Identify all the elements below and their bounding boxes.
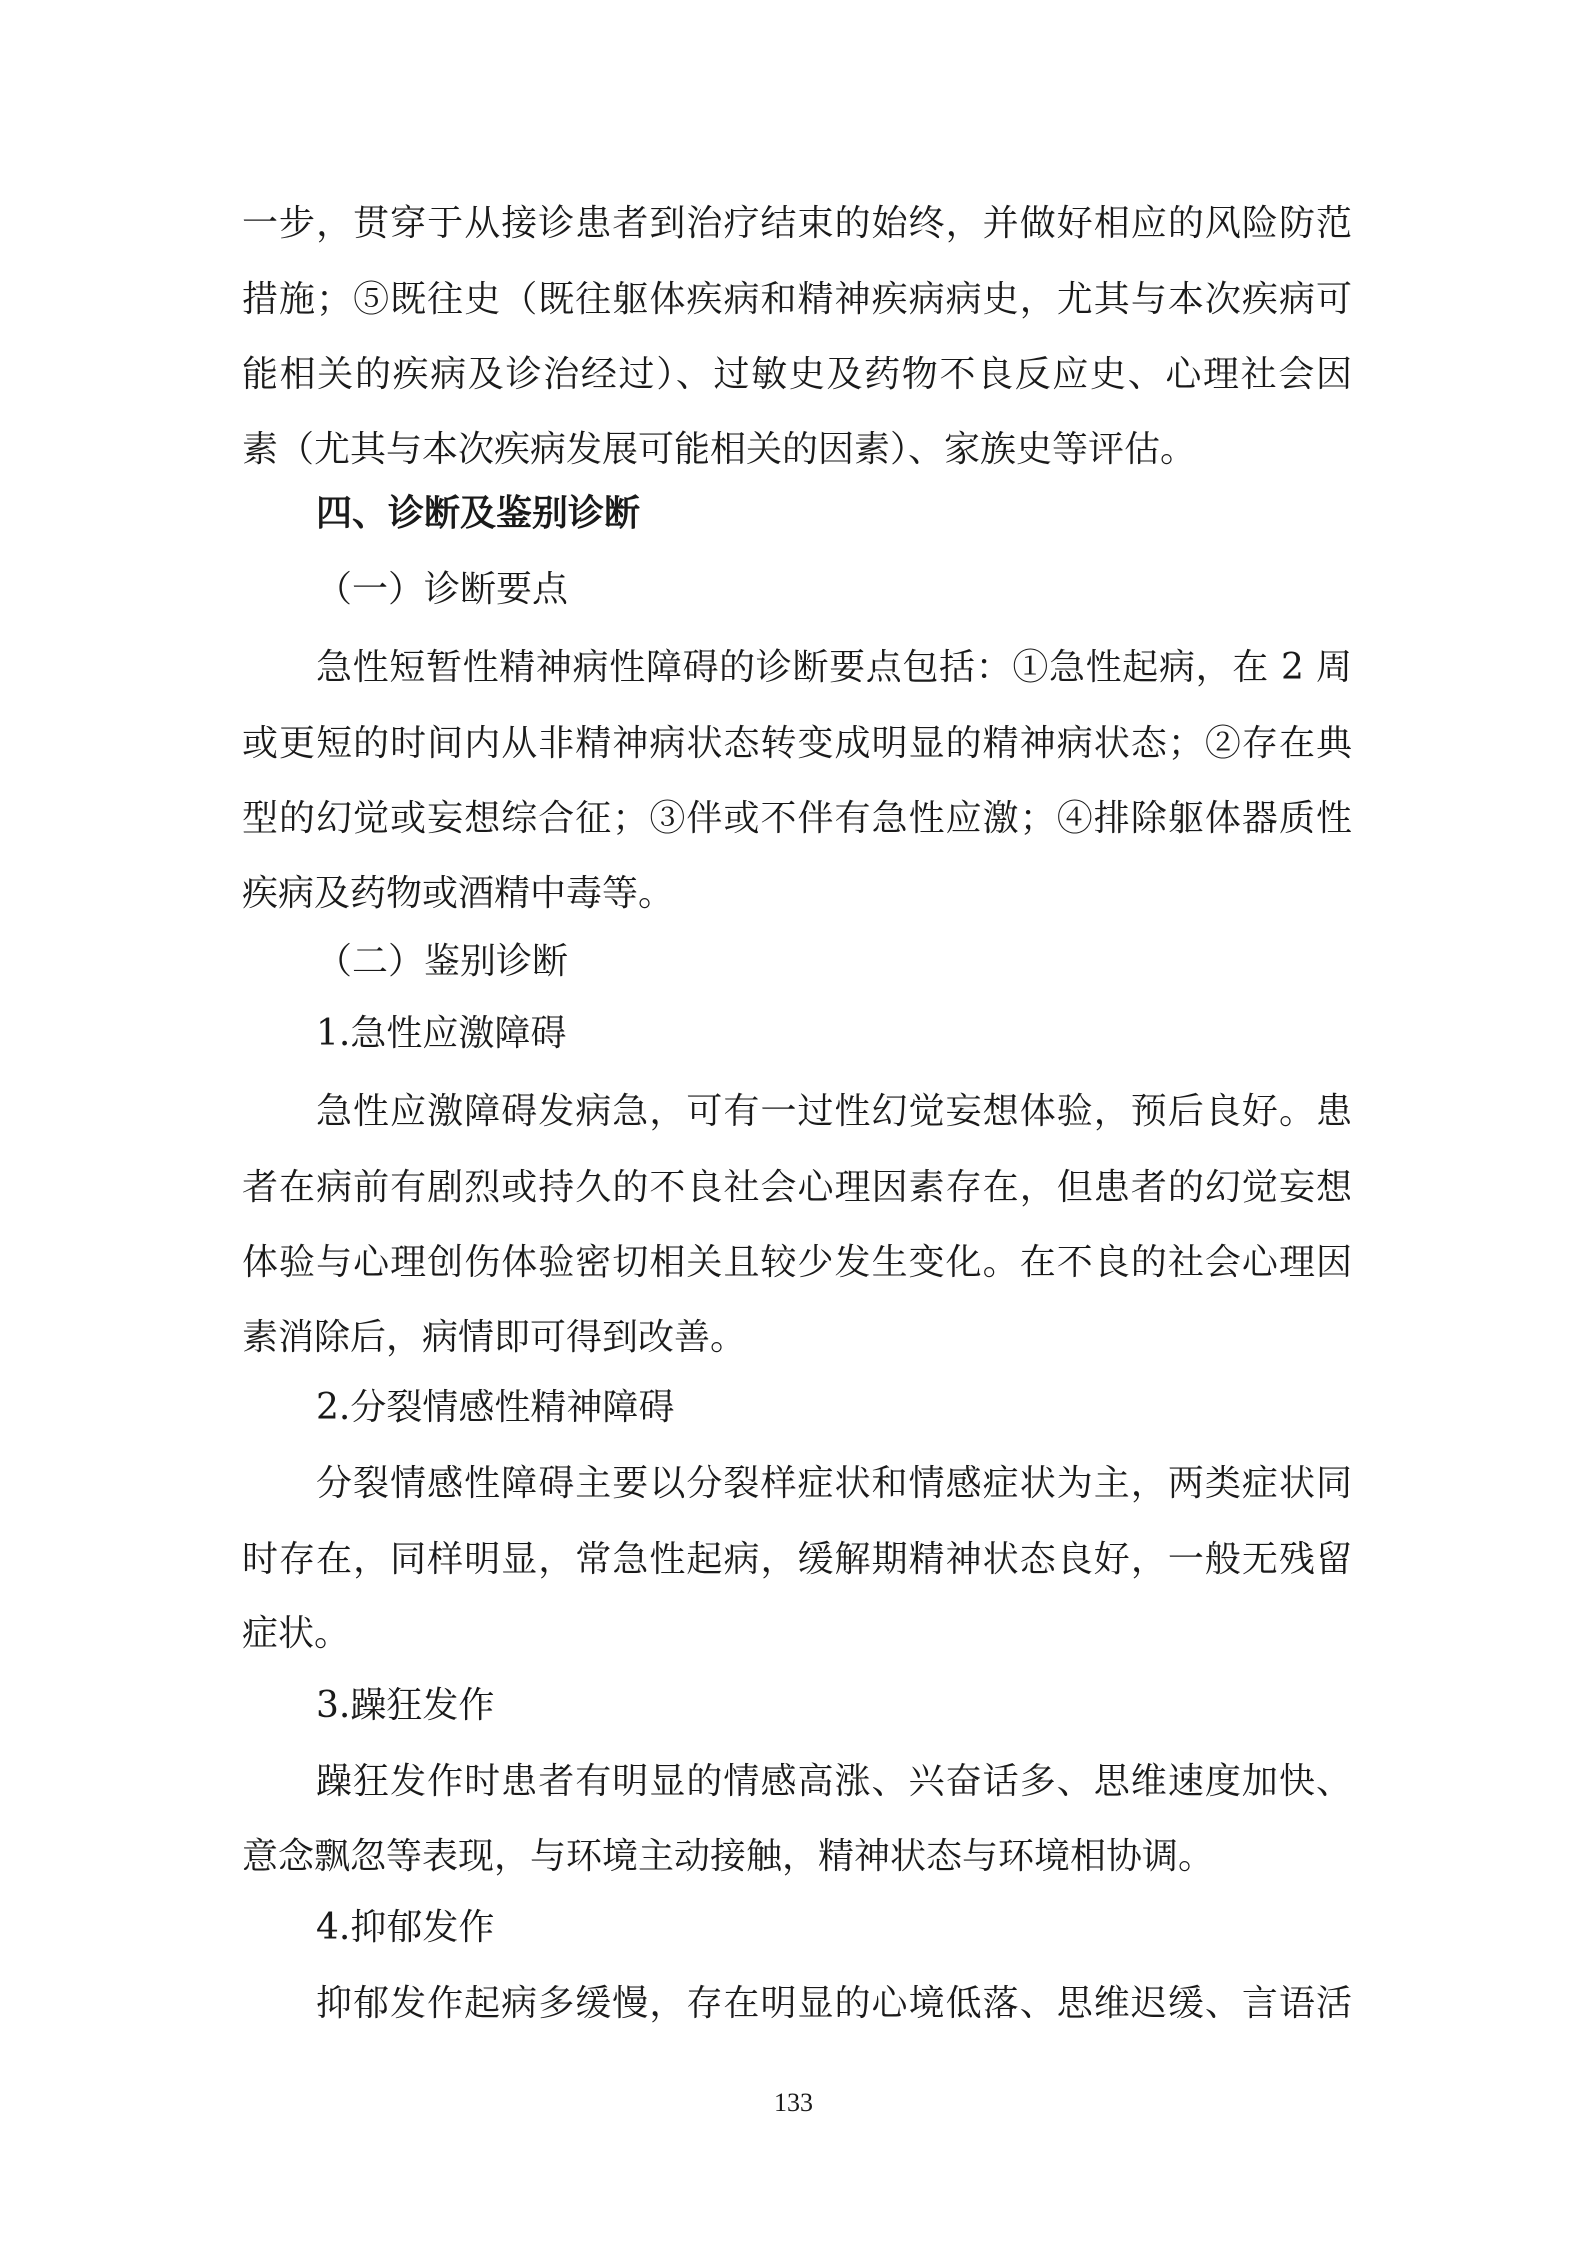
page-number: 133 [774, 2088, 813, 2117]
paragraph-line: 急性应激障碍发病急，可有一过性幻觉妄想体验，预后良好。患 [316, 1091, 1352, 1132]
paragraph-line: 抑郁发作起病多缓慢，存在明显的心境低落、思维迟缓、言语活 [316, 1983, 1352, 2024]
paragraph-line: 者在病前有剧烈或持久的不良社会心理因素存在，但患者的幻觉妄想 [242, 1167, 1352, 1208]
paragraph-line: 体验与心理创伤体验密切相关且较少发生变化。在不良的社会心理因 [242, 1242, 1352, 1283]
paragraph-line: 素（尤其与本次疾病发展可能相关的因素）、家族史等评估。 [242, 429, 1197, 470]
subsection-title: （一）诊断要点 [316, 569, 569, 610]
paragraph-line: 型的幻觉或妄想综合征；③伴或不伴有急性应激；④排除躯体器质性 [242, 798, 1352, 839]
paragraph-line: 或更短的时间内从非精神病状态转变成明显的精神病状态；②存在典 [242, 723, 1352, 764]
item-title: 1.急性应激障碍 [316, 1013, 567, 1054]
paragraph-line: 时存在，同样明显，常急性起病，缓解期精神状态良好，一般无残留 [242, 1539, 1352, 1580]
paragraph-line: 疾病及药物或酒精中毒等。 [242, 873, 675, 914]
paragraph-line: 措施；⑤既往史（既往躯体疾病和精神疾病病史，尤其与本次疾病可 [242, 279, 1352, 320]
subsection-title: （二）鉴别诊断 [316, 941, 569, 982]
paragraph-line: 素消除后，病情即可得到改善。 [242, 1317, 747, 1358]
paragraph-line: 一步，贯穿于从接诊患者到治疗结束的始终，并做好相应的风险防范 [242, 203, 1352, 244]
item-title: 4.抑郁发作 [316, 1907, 495, 1948]
paragraph-line: 急性短暂性精神病性障碍的诊断要点包括：①急性起病，在 2 周 [316, 647, 1352, 688]
item-title: 2.分裂情感性精神障碍 [316, 1387, 675, 1428]
paragraph-line: 躁狂发作时患者有明显的情感高涨、兴奋话多、思维速度加快、 [316, 1761, 1352, 1802]
paragraph-line: 分裂情感性障碍主要以分裂样症状和情感症状为主，两类症状同 [316, 1463, 1352, 1504]
item-title: 3.躁狂发作 [316, 1685, 495, 1726]
section-title: 四、诊断及鉴别诊断 [316, 493, 641, 534]
paragraph-line: 意念飘忽等表现，与环境主动接触，精神状态与环境相协调。 [242, 1836, 1215, 1877]
paragraph-line: 能相关的疾病及诊治经过）、过敏史及药物不良反应史、心理社会因 [242, 354, 1352, 395]
paragraph-line: 症状。 [242, 1613, 351, 1654]
